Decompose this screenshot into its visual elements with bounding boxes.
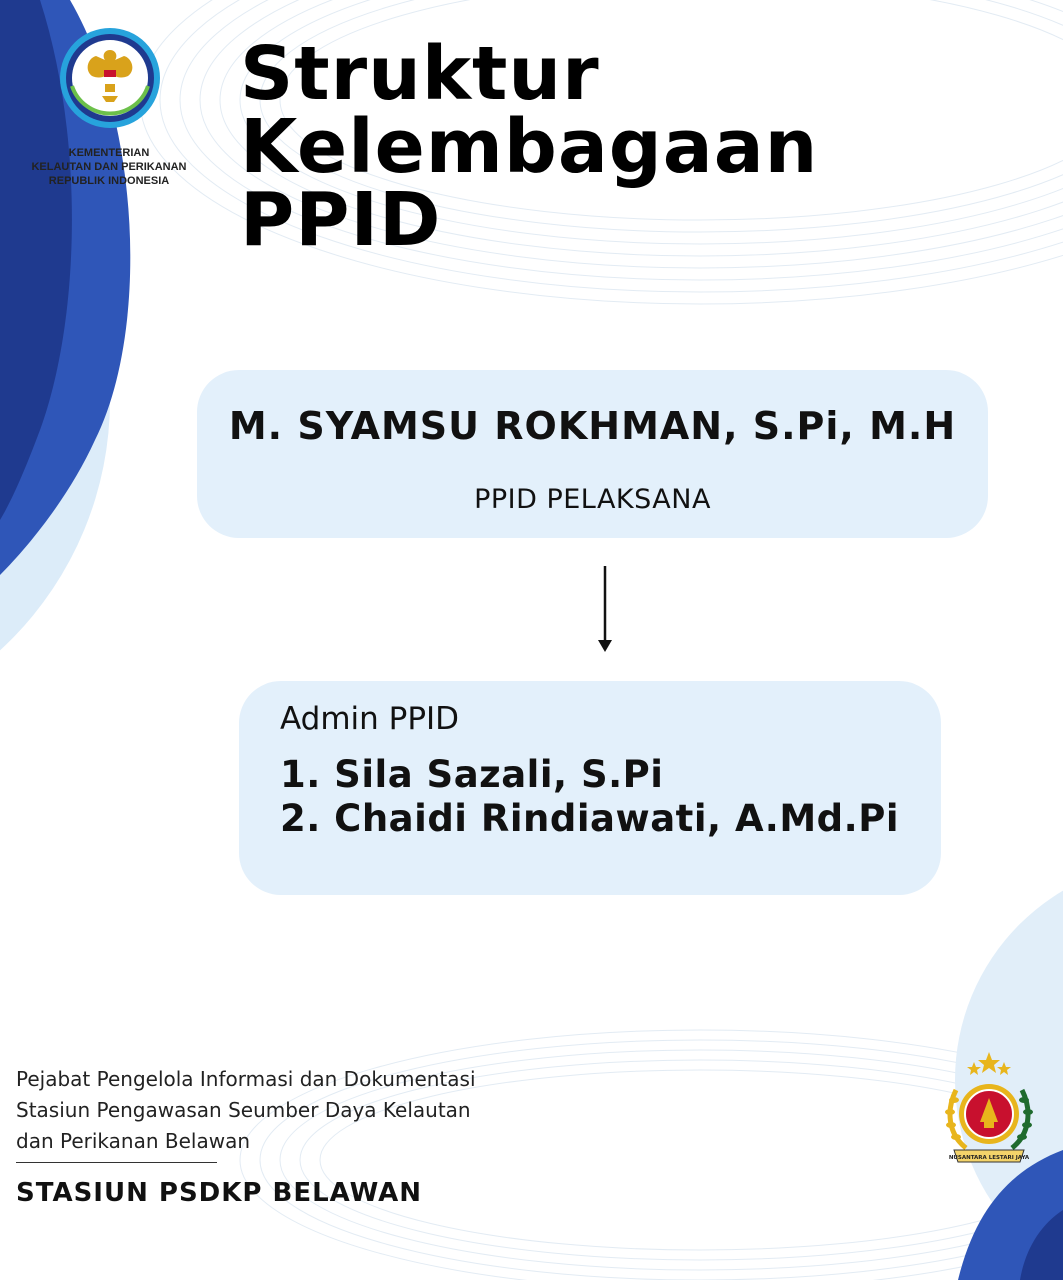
down-arrow-icon <box>595 566 615 654</box>
admin-title: Admin PPID <box>280 701 460 737</box>
kkp-garuda-logo-icon <box>58 26 162 130</box>
ministry-line-1: KEMENTERIAN <box>68 147 150 159</box>
ministry-line-3: REPUBLIK INDONESIA <box>48 175 170 187</box>
footer-description-line: dan Perikanan Belawan <box>16 1129 250 1153</box>
admin-member: 2. Chaidi Rindiawati, A.Md.Pi <box>280 797 900 840</box>
page-title <box>240 31 819 263</box>
footer-description-line: Stasiun Pengawasan Seumber Daya Kelautan <box>16 1098 471 1122</box>
head-card <box>197 370 988 538</box>
station-name: STASIUN PSDKP BELAWAN <box>16 1178 422 1208</box>
title-line-1: Struktur <box>240 31 600 117</box>
footer-divider <box>16 1162 217 1163</box>
footer-description-line: Pejabat Pengelola Informasi dan Dokumentasi <box>16 1067 476 1091</box>
title-line-2: Kelembagaan <box>240 104 819 190</box>
svg-text:NUSANTARA LESTARI JAYA: NUSANTARA LESTARI JAYA <box>948 1155 1030 1161</box>
title-line-3: PPID <box>240 177 442 263</box>
admin-member: 1. Sila Sazali, S.Pi <box>280 753 664 796</box>
footer-description <box>16 1064 556 1157</box>
admin-card <box>239 681 941 895</box>
psdkp-emblem-icon <box>940 1050 1038 1166</box>
head-name: M. SYAMSU ROKHMAN, S.Pi, M.H <box>228 404 957 448</box>
admin-member-list <box>280 753 899 841</box>
ministry-line-2: KELAUTAN DAN PERIKANAN <box>31 161 187 173</box>
head-role: PPID PELAKSANA <box>474 484 711 515</box>
ministry-name <box>14 146 204 188</box>
